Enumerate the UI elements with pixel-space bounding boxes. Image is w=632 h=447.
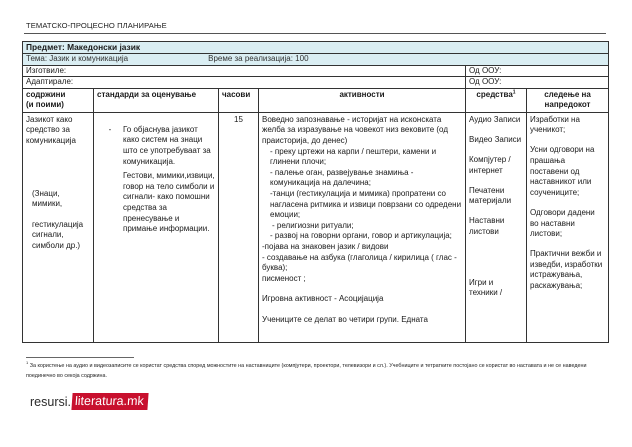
col-content-label: содржини: [26, 89, 66, 99]
col-means: [466, 88, 527, 112]
theme-cell: [23, 54, 609, 66]
means-item: Печатени материјали: [469, 185, 512, 206]
adapted-row: [23, 77, 609, 89]
activity-line: -појава на знаковен јазик / видови: [262, 241, 389, 251]
activity-line: - создавање на азбука (глаголица / кирилица ( глас - буква);: [262, 252, 457, 273]
activity-line: - палење оган, развејување знамиња - комуникација на далечина;: [270, 167, 414, 188]
adapted-by: Адаптирале:: [23, 77, 466, 89]
subject: Предмет: Македонски јазик: [23, 42, 609, 54]
from-school-1: Од ООУ:: [466, 65, 609, 77]
content-signs: (Знаци, мимики,: [32, 188, 63, 209]
document-title: ТЕМАТСКО-ПРОЦЕСНО ПЛАНИРАЊЕ: [26, 21, 167, 30]
activity-line: Учениците се делат во четири групи. Едната: [262, 314, 428, 324]
activity-line: - развој на говорни органи, говор и артикулација;: [270, 231, 452, 241]
col-hours: часови: [219, 88, 259, 112]
progress-item: Изработки на ученикот;: [530, 114, 580, 135]
means-item: Видео Записи: [469, 134, 522, 144]
footnote-divider: [26, 357, 134, 358]
means-item: Компјутер / интернет: [469, 154, 511, 175]
content-main: Јазикот како средство за комуникација: [26, 114, 76, 145]
logo-text-literatura: literatura.mk: [71, 393, 148, 410]
col-content: [23, 88, 94, 112]
title-divider: [24, 33, 606, 34]
from-school-2: Од ООУ:: [466, 77, 609, 89]
prepared-by: Изготвиле:: [23, 65, 466, 77]
prepared-row: [23, 65, 609, 77]
footnote: [26, 361, 616, 381]
standard-item: Го објаснува јазикот како систем на знаци што се употребуваат за комуникација.: [123, 124, 211, 166]
progress-cell: [527, 112, 609, 342]
col-activities: активности: [259, 88, 466, 112]
col-progress: следење на напредокот: [527, 88, 609, 112]
theme: Тема: Јазик и комуникација: [26, 54, 129, 63]
means-cell: [466, 112, 527, 342]
footnote-text: За користење на аудио и видеозаписите се користат средства според можностите на наставниците (компјутери, проектори, телевизори и сл.). Учебниците и тетратките постојано се користат во наставата и не се наведени поединечно во секоја содржина.: [26, 363, 587, 379]
standard-item: Гестови, мимики,извици, говор на тело симболи и сигнали- како помошни средства за пренесување и примање информации.: [123, 171, 215, 234]
planning-table: [22, 41, 609, 343]
progress-item: Практични вежби и изведби, изработки истражувања, раскажувања;: [530, 249, 603, 290]
footnote-mark: 1: [26, 360, 29, 366]
col-standards: стандарди за оценување: [94, 88, 219, 112]
activity-line: - преку цртежи на карпи / пештери, камени и глинени плочи;: [270, 146, 437, 167]
progress-item: Одговори дадени во наставни листови;: [530, 207, 595, 239]
hours-cell: 15: [219, 112, 259, 342]
activity-line: Игровна активност - Асоцијација: [262, 294, 384, 304]
activity-line: -танци (гестикулација и мимика) пропратени со нагласена ритмика и извици поврзани со одредени емоции;: [270, 188, 462, 220]
column-header-row: [23, 88, 609, 112]
standards-list: [97, 125, 215, 235]
site-logo[interactable]: [30, 393, 148, 410]
subject-row: [23, 42, 609, 54]
col-means-label: средства: [476, 89, 513, 99]
realization-time: Време за реализација: 100: [208, 54, 309, 63]
table-row: [23, 112, 609, 342]
theme-row: [23, 54, 609, 66]
activities-cell: [259, 112, 466, 342]
activity-line: - религиозни ритуали;: [272, 220, 354, 230]
progress-item: Усни одговори на прашања поставени од наставникот или соучениците;: [530, 145, 595, 197]
logo-text-resursi: resursi.: [30, 394, 71, 409]
list-dash: -: [108, 124, 112, 134]
standards-cell: [94, 112, 219, 342]
means-item: Игри и техники /: [469, 277, 503, 298]
means-item: Аудио Записи: [469, 114, 521, 124]
content-gestures: гестикулација сигнали, симболи др.): [32, 219, 84, 250]
col-content-sub: (и поими): [26, 100, 64, 110]
activity-line: Воведно запознавање - историјат на исконската желба за изразување на човекот низ вековите (од праисторија, до денес): [262, 114, 448, 145]
footnote-ref: 1: [512, 89, 516, 96]
content-cell: [23, 112, 94, 342]
means-item: Наставни листови: [469, 216, 505, 236]
activity-line: писменост ;: [262, 273, 306, 283]
